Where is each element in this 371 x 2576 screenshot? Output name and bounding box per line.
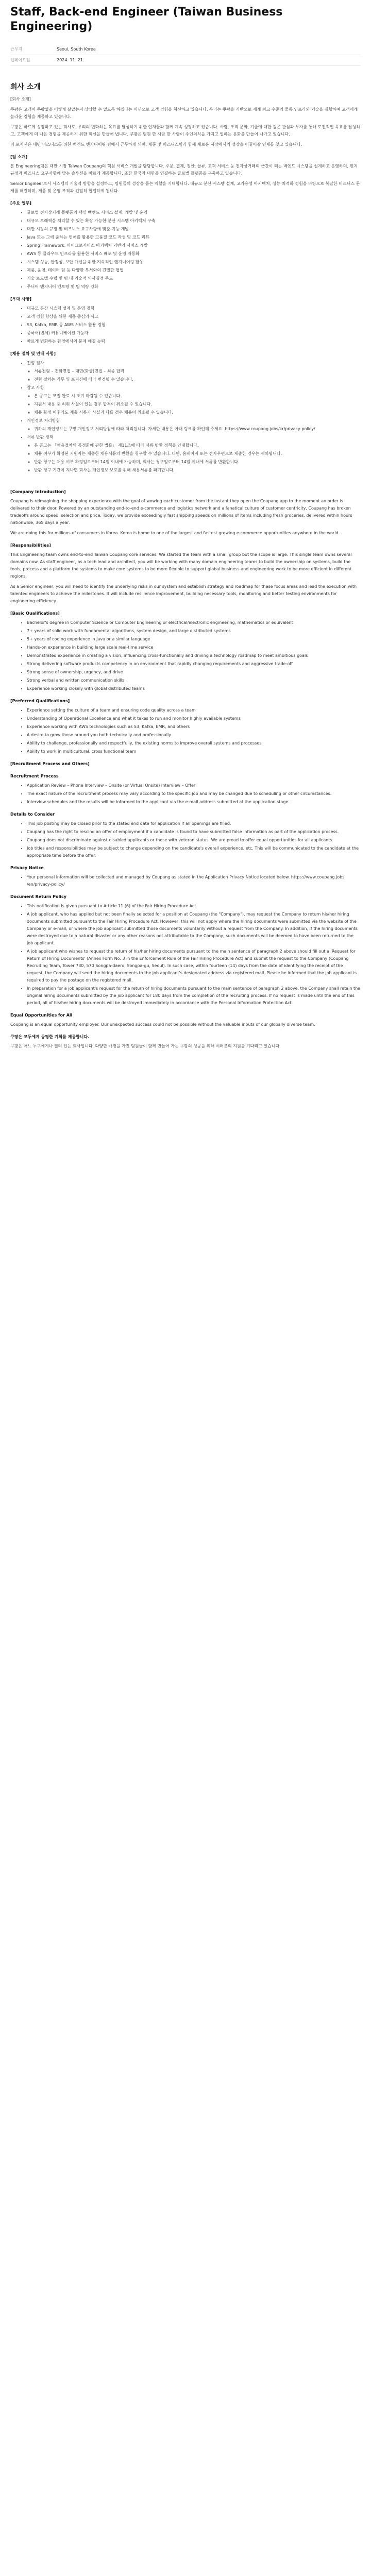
procedure-subitem: ◦ 반환 청구 기간이 지나면 회사는 개인정보 보호를 위해 채용서류를 파기합니다. — [34, 467, 361, 474]
meta-row — [10, 55, 361, 66]
team-paragraph: Senior Engineer로서 시스템의 기술적 방향을 설정하고, 팀원들의 성장을 돕는 역할을 기대합니다. 대규모 분산 시스템 설계, 고가용성 아키텍처, 성능 최적화 경험을 바탕으로 복잡한 비즈니스 문제를 해결하며, 제품 및 운영 조직과 긴밀히 협업하게 됩니다. — [10, 181, 360, 193]
list-item: • Hands-on experience in building large scale real-time service — [27, 644, 361, 651]
details-heading: Details to Consider — [10, 812, 55, 817]
list-item: • Coupang has the right to rescind an offer of employment if a candidate is found to have submitted false information as part of the application process. — [27, 828, 361, 836]
job-meta-table — [10, 44, 361, 66]
eeo-paragraph: Coupang is an equal opportunity employer. Our unexpected success could not be possible without the valuable inputs of our globally diverse team. — [10, 1022, 315, 1027]
list-item: • 글로벌 전자상거래 플랫폼의 핵심 백엔드 서비스 설계, 개발 및 운영 — [27, 209, 361, 216]
procedure-item — [27, 384, 361, 416]
procedure-item-title: 개인정보 처리방침 — [27, 418, 60, 423]
list-item: • S3, Kafka, EMR 등 AWS 서비스 활용 경험 — [27, 321, 361, 329]
details-list — [10, 820, 361, 859]
list-item: • This notification is given pursuant to Article 11 (6) of the Fair Hiring Procedure Act. — [27, 903, 361, 910]
procedure-subitem: ◦ 서류전형 – 전화면접 – 대면(화상)면접 – 최종 합격 — [34, 368, 361, 375]
procedure-subitem: ◦ 본 공고는 모집 완료 시 조기 마감될 수 있습니다. — [34, 393, 361, 400]
team-paragraph: 본 Engineering팀은 대만 시장 Taiwan Coupang의 핵심 서비스 개발을 담당합니다. 주문, 결제, 정산, 물류, 고객 서비스 등 전자상거래의 근간이 되는 백엔드 시스템을 설계하고 운영하며, 현지 규정과 비즈니스 요구사항에 맞는 솔루션을 빠르게 제공합니다. 또한 한국과 대만을 연결하는 글로벌 플랫폼을 구축하고 있습니다. — [10, 164, 358, 176]
procedure-subitem: ◦ 본 공고는 「채용절차의 공정화에 관한 법률」 제11조에 따라 서류 반환 정책을 안내합니다. — [34, 442, 361, 449]
basic-list-en — [10, 619, 361, 692]
list-item: • 대규모 트래픽을 처리할 수 있는 확장 가능한 분산 시스템 아키텍처 구축 — [27, 217, 361, 225]
list-item: • A desire to grow those around you both technically and professionally — [27, 732, 361, 739]
procedure-subitem: ◦ 반환 청구는 채용 여부 확정일로부터 14일 이내에 가능하며, 회사는 청구일로부터 14일 이내에 서류를 반환합니다. — [34, 459, 361, 466]
resp-paragraph: This Engineering team owns end-to-end Taiwan Coupang core services. We started the team with a small group but the scope is large. This single team owns several domains now. As staff engineer, as a tech lead and architect, you will be working with many domain engineering teams to build the ownership on systems, build the tools, process and a platform the systems to make core systems to be more flexible to support global business and engineering work to be more efficient in different regions. — [10, 552, 352, 579]
resp-label-en: [Responsibilities] — [10, 543, 51, 548]
list-item: • Experience working with AWS technologies such as S3, Kafka, EMR, and others — [27, 723, 361, 731]
privacy-list — [10, 874, 361, 888]
role-label-ko: [주요 업무] — [10, 201, 32, 206]
process-heading: Recruitment Process — [10, 774, 59, 778]
pref-label-en: [Preferred Qualifications] — [10, 699, 70, 703]
list-item: • Strong verbal and written communication skills — [27, 677, 361, 684]
list-item: • 7+ years of solid work with fundamental algorithms, system design, and large distributed systems — [27, 628, 361, 635]
list-item: • 대규모 분산 시스템 설계 및 운영 경험 — [27, 305, 361, 312]
list-item: • The exact nature of the recruitment process may vary according to the specific job and may be changed due to scheduling or other circumstances. — [27, 790, 361, 798]
procedure-label-en: [Recruitment Process and Others] — [10, 761, 90, 766]
procedure-subitem: ◦ 채용 여부가 확정된 지원자는 제출한 채용서류의 반환을 청구할 수 있습니다. 다만, 홈페이지 또는 전자우편으로 제출한 경우는 제외됩니다. — [34, 450, 361, 457]
process-list — [10, 782, 361, 806]
resp-paragraph: As a Senior engineer, you will need to identify the underlying risks in our system and establish strategy and roadmap for these focus areas and lead the execution with talented engineers to achieve the milestones. It will include resilience improvement, building necessary tools, monitoring and better testing environments for engineering efficiency. — [10, 584, 357, 603]
procedure-sublist — [27, 393, 361, 416]
procedure-subitem: ◦ 전형 절차는 직무 및 포지션에 따라 변경될 수 있습니다. — [34, 376, 361, 383]
list-item: • A job applicant, who has applied but not been finally selected for a position at Coupang (the "Company"), may request the Company to return his/her hiring documents submitted pursuant to the Fair Hiring Procedure Act. However, this will not apply where the hiring documents were submitted via the website of the Company or e-mail, or where the job applicant submitted those documents voluntarily without a request from the Company. In addition, if the hiring documents were destroyed due to a natural disaster or any other reasons not attributable to the Company, such documents will be deemed to have been returned to the job applicant. — [27, 911, 361, 947]
procedure-item — [27, 417, 361, 433]
list-item: • In preparation for a job applicant's request for the return of hiring documents pursuant to the main sentence of paragraph 2 above, the Company shall retain the original hiring documents submitted by the job applicant for 180 days from the completion of the recruiting process. If no request is made until the end of this period, all of his/her hiring documents will be destroyed immediately in accordance with the Personal Information Protection Act. — [27, 985, 361, 1007]
list-item: • A job applicant who wishes to request the return of his/her hiring documents pursuant to the main sentence of paragraph 2 above should fill out a 'Request for Return of Hiring Documents' (Annex Form No. 3 in the Enforcement Rule of the Fair Hiring Procedure Act) and submit the request to the Company (Coupang Recruiting Team, Tower 730, 570 Songpa-daero, Songpa-gu, Seoul). In such case, within fourteen (14) days from the date of identifying the receipt of the request, the Company will send the hiring documents to the job applicant's designated address via registered mail. Please be informed that the job applicant is required to pay the postage on the registered mail. — [27, 948, 361, 984]
company-paragraph: 쿠팡은 고객이 쿠팡없을 어떻게 살았는지 상상할 수 없도록 하겠다는 미션으로 고객 경험을 혁신하고 있습니다. 우리는 쿠팡을 기반으로 세계 최고 수준의 물류 인프라와 기술을 결합하여 고객에게 놀라운 경험을 제공하고 있습니다. — [10, 107, 358, 119]
pref-list-ko — [10, 305, 361, 345]
list-item: • 제품, 운영, 데이터 팀 등 다양한 부서와의 긴밀한 협업 — [27, 267, 361, 274]
procedure-label-ko: [채용 절차 및 안내 사항] — [10, 351, 56, 356]
return-heading: Document Return Policy — [10, 894, 66, 899]
pref-label-ko: [우대 사항] — [10, 297, 32, 301]
list-item: • Bachelor's degree in Computer Science or Computer Engineering or electrical/electronic engineering, mathematics or equivalent — [27, 619, 361, 626]
list-item: • 빠르게 변화하는 환경에서의 문제 해결 능력 — [27, 338, 361, 345]
list-item: • Experience working closely with global distributed teams — [27, 685, 361, 692]
procedure-item — [27, 434, 361, 474]
list-item: • AWS 등 클라우드 인프라를 활용한 서비스 배포 및 운영 자동화 — [27, 250, 361, 258]
pref-list-en — [10, 707, 361, 755]
list-item: • Strong sense of ownership, urgency, and drive — [27, 669, 361, 676]
eeo-heading: Equal Opportunities for All — [10, 1013, 73, 1018]
list-item: • 5+ years of coding experience in Java or a similar language — [27, 636, 361, 643]
procedure-subitem: ◦ 지원서 내용 중 허위 사실이 있는 경우 합격이 취소될 수 있습니다. — [34, 401, 361, 408]
meta-value: 2024. 11. 21. — [57, 55, 361, 66]
list-item: • Job titles and responsibilities may be subject to change depending on the candidate's overall experience, etc. This will be communicated to the candidate at the appropriate time before the offer. — [27, 845, 361, 859]
list-item: • Coupang does not discriminate against disabled applicants or those with veteran status. We are proud to offer equal opportunities for all applicants. — [27, 837, 361, 844]
list-item: • 대만 시장의 규정 및 비즈니스 요구사항에 맞춘 기능 개발 — [27, 226, 361, 233]
procedure-subitem: ◦ 채용 확정 이후라도 제출 서류가 사실과 다를 경우 채용이 취소될 수 있습니다. — [34, 409, 361, 416]
procedure-sublist — [27, 442, 361, 474]
list-item: • Strong delivering software products competency in an environment that rapidly changing requirements and aggressive trade-off — [27, 660, 361, 668]
list-item: • Your personal information will be collected and managed by Coupang as stated in the Application Privacy Notice located below. https://www.coupang.jobs /en/privacy-policy/ — [27, 874, 361, 888]
list-item: • 주니어 엔지니어 멘토링 및 팀 역량 강화 — [27, 283, 361, 291]
list-item: • This job posting may be closed prior to the stated end date for application if all openings are filled. — [27, 820, 361, 827]
kr-notice-heading: 쿠팡은 모두에게 공평한 기회를 제공합니다. — [10, 1035, 90, 1039]
procedure-subitem: ◦ 귀하의 개인정보는 쿠팡 개인정보 처리방침에 따라 처리됩니다. 자세한 내용은 아래 링크를 확인해 주세요. https://www.coupang.jobs/kr/privacy-policy/ — [34, 426, 361, 433]
list-item: • Experience setting the culture of a team and ensuring code quality across a team — [27, 707, 361, 714]
list-item: • 시스템 성능, 안정성, 보안 개선을 위한 지속적인 엔지니어링 활동 — [27, 259, 361, 266]
company-label-ko: [회사 소개] — [10, 97, 31, 101]
list-item: • Demonstrated experience in creating a vision, influencing cross-functionally and driving a technology roadmap to meet ambitious goals — [27, 652, 361, 659]
basic-label-en: [Basic Qualifications] — [10, 611, 60, 616]
meta-key: 업데이트일 — [10, 55, 57, 66]
company-paragraph: Coupang is reimagining the shopping experience with the goal of wowing each customer from the instant they open the Coupang app to the moment an order is delivered to their door. Powered by an outstanding end-to-end e-commerce and logistics network and a fanatical culture of customer centricity, Coupang has broken tradeoffs around speed, selection and price. Today, we provide exceedingly fast shipping speeds on millions of items including fresh groceries, delivered within hours nationwide, 365 days a year. — [10, 499, 352, 525]
list-item: • Understanding of Operational Excellence and what it takes to run and monitor highly available systems — [27, 715, 361, 722]
list-item: • Application Review – Phone Interview – Onsite (or Virtual Onsite) Interview – Offer — [27, 782, 361, 789]
company-paragraph: 이 포지션은 대만 비즈니스를 위한 백엔드 엔지니어링 팀에서 근무하게 되며, 제품 및 비즈니스팀과 함께 새로운 시장에서의 성장을 이끌어갈 인재를 찾고 있습니다. — [10, 142, 302, 147]
procedure-item-title: 서류 반환 정책 — [27, 435, 54, 439]
procedure-sublist — [27, 426, 361, 433]
list-item: • Ability to work in multicultural, cross functional team — [27, 748, 361, 755]
list-item: • Spring Framework, 마이크로서비스 아키텍처 기반의 서비스 개발 — [27, 242, 361, 249]
meta-key: 근무지 — [10, 44, 57, 55]
privacy-heading: Privacy Notice — [10, 866, 44, 870]
procedure-item — [27, 360, 361, 383]
procedure-sublist — [27, 368, 361, 383]
list-item: • Interview schedules and the results will be informed to the applicant via the e-mail address submitted at the application stage. — [27, 799, 361, 806]
meta-row — [10, 44, 361, 55]
role-list-ko — [10, 209, 361, 291]
return-list — [10, 903, 361, 1007]
list-item: • Ability to challenge, professionally and respectfully, the existing norms to improve overall systems and processes — [27, 740, 361, 747]
kr-notice-paragraph: 쿠팡은 어느 누구에게나 열려 있는 회사입니다. 다양한 배경을 가진 팀원들이 함께 만들어 가는 쿠팡의 성공을 위해 여러분의 지원을 기다리고 있습니다. — [10, 1044, 281, 1048]
company-paragraph: 쿠팡은 빠르게 성장하고 있는 회사로, 우리의 변화하는 목표를 달성하기 위한 인재들과 함께 계속 성장하고 있습니다. 사람, 조직 문화, 기술에 대한 깊은 관심과 투자를 통해 도전적인 목표를 달성하고, 고객에게 더 나은 경험을 제공하기 위한 혁신을 만들어 냅니다. 쿠팡은 팀원 한 사람 한 사람이 주인의식을 가지고 일하는 문화를 만들어 나가고 있습니다. — [10, 125, 361, 137]
list-item: • 고객 경험 향상을 위한 제품 중심의 사고 — [27, 313, 361, 320]
procedure-item-title: 전형 절차 — [27, 361, 44, 365]
team-label-ko: [팀 소개] — [10, 155, 28, 159]
job-title: Staff, Back-end Engineer (Taiwan Business Engineering) — [10, 6, 283, 33]
section-heading-ko: 회사 소개 — [10, 83, 41, 91]
company-paragraph: We are doing this for millions of consumers in Korea. Korea is home to one of the largest and fastest growing e-commerce opportunities anywhere in the world. — [10, 531, 340, 535]
list-item: • 기술 로드맵 수립 및 팀 내 기술적 의사결정 주도 — [27, 275, 361, 282]
procedure-item-title: 참고 사항 — [27, 385, 44, 390]
list-item: • Java 또는 그에 준하는 언어를 활용한 고품질 코드 작성 및 코드 리뷰 — [27, 234, 361, 241]
list-item: • 중국어(번체) 커뮤니케이션 가능자 — [27, 330, 361, 337]
company-label-en: [Company Introduction] — [10, 489, 66, 494]
procedure-list-ko — [10, 360, 361, 474]
job-posting — [0, 5, 371, 1074]
meta-value: Seoul, South Korea — [57, 44, 361, 55]
